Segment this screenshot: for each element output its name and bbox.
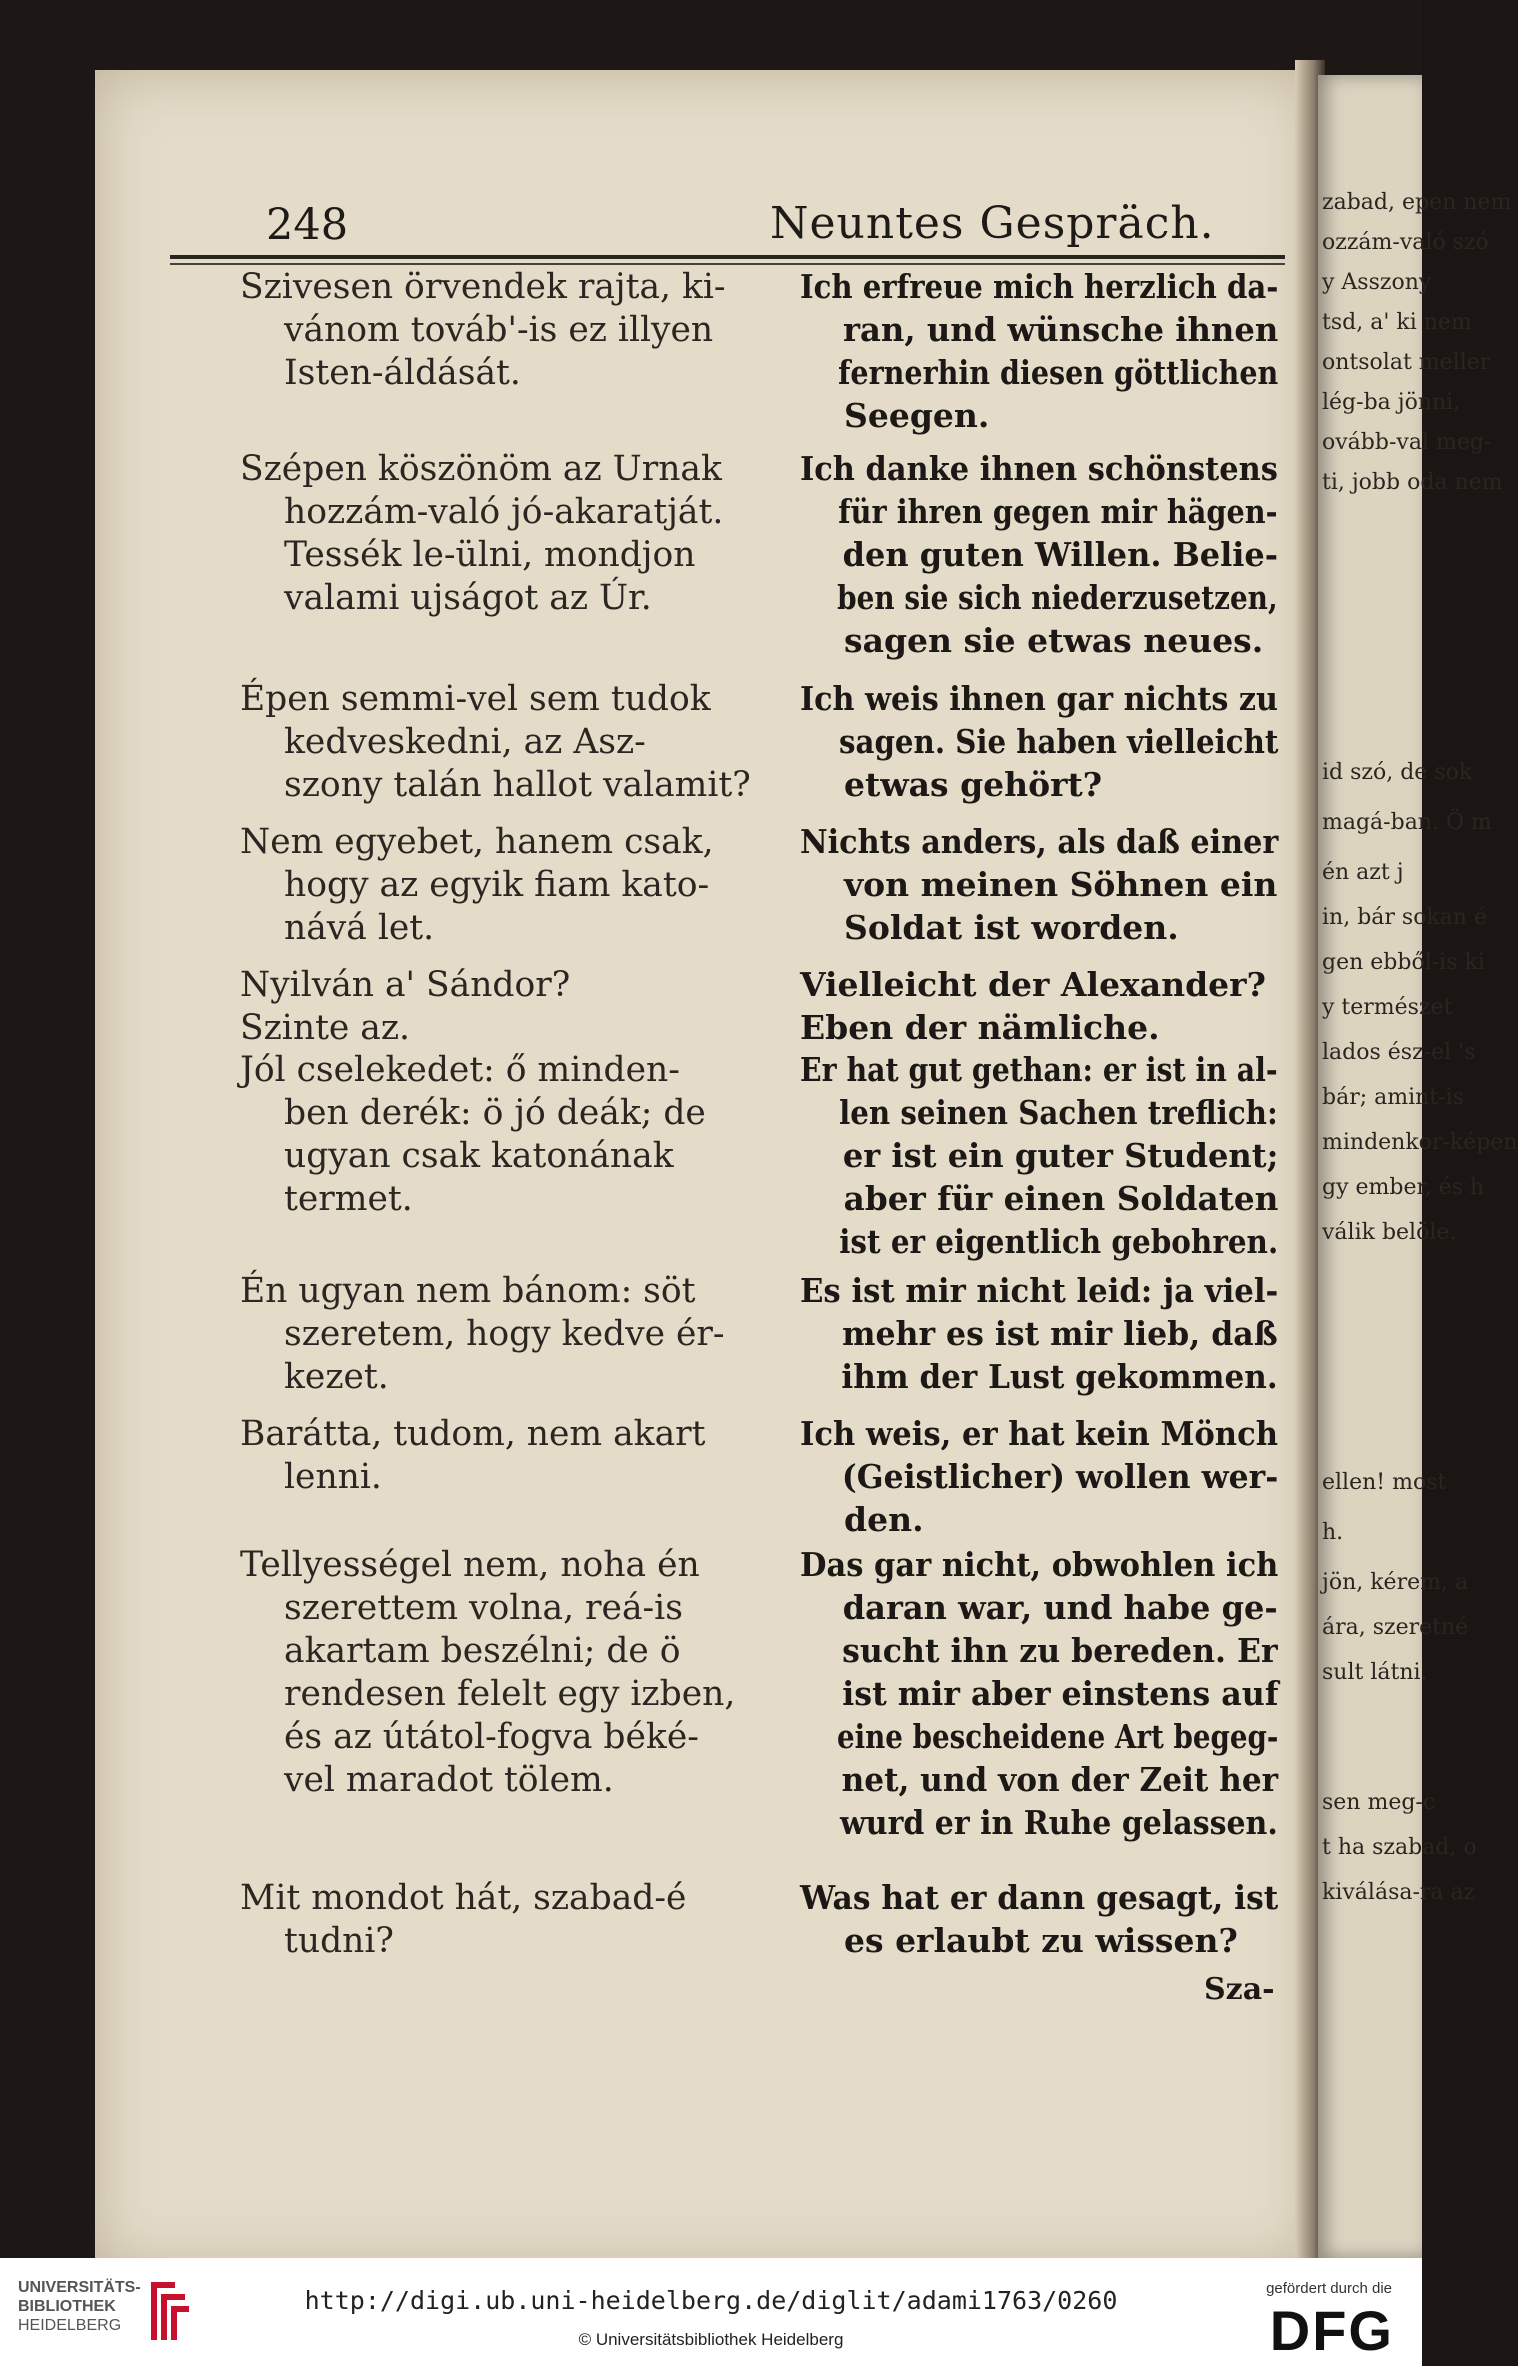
facing-page-edge [1318, 75, 1518, 2258]
german-text-line: len seinen Sachen treflich: [839, 1093, 1278, 1132]
running-head [170, 196, 1290, 256]
hungarian-text-line: Nem egyebet, hanem csak, [240, 822, 714, 862]
hungarian-text-line: kezet. [284, 1357, 389, 1397]
german-text-line: Ich erfreue mich herzlich da- [800, 267, 1279, 306]
hungarian-text-line: szeretem, hogy kedve ér- [284, 1314, 725, 1354]
hungarian-text-line: Én ugyan nem bánom: söt [240, 1271, 696, 1311]
hungarian-text-line: vel maradot tölem. [284, 1760, 614, 1800]
hungarian-text-line: Szivesen örvendek rajta, ki- [240, 267, 726, 307]
german-text-line: ist er eigentlich gebohren. [839, 1222, 1279, 1261]
facing-page-fragment: h. [1322, 1520, 1344, 1545]
german-text-line: Ich weis ihnen gar nichts zu [800, 679, 1279, 718]
library-name-line2: BIBLIOTHEK [18, 2298, 116, 2315]
dfg-logo: DFG [1269, 2299, 1394, 2362]
hungarian-text-line: és az útátol-fogva béké- [284, 1717, 699, 1757]
hungarian-text-line: Isten-áldását. [284, 353, 521, 393]
hungarian-text-line: valami ujságot az Úr. [284, 578, 652, 618]
hungarian-text-line: hogy az egyik fiam kato- [284, 865, 710, 905]
hungarian-text-line: hozzám-való jó-akaratját. [284, 492, 724, 532]
german-text-line: Ich weis, er hat kein Mönch [800, 1414, 1278, 1453]
german-text-line: den. [844, 1500, 924, 1539]
facing-page-fragment: mindenkor-képen [1322, 1130, 1518, 1155]
facing-page-fragment: válik belöle. [1322, 1220, 1457, 1245]
permalink[interactable]: http://digi.ub.uni-heidelberg.de/diglit/adami1763/0260 [304, 2286, 1118, 2315]
german-text-line: Das gar nicht, obwohlen ich [800, 1545, 1279, 1584]
facing-page-fragment: id szó, de sok [1322, 760, 1473, 785]
german-text-line: Es ist mir nicht leid: ja viel- [800, 1271, 1279, 1310]
facing-page-fragment: bár; amint-is [1322, 1085, 1464, 1110]
german-text-line: daran war, und habe ge- [842, 1588, 1278, 1627]
german-text-line: fernerhin diesen göttlichen [838, 353, 1279, 392]
header-rule [170, 255, 1285, 259]
hungarian-text-line: Jól cselekedet: ő minden- [240, 1050, 680, 1090]
german-text-line: Soldat ist worden. [844, 908, 1179, 947]
german-text-line: ben sie sich niederzusetzen, [837, 578, 1278, 617]
hungarian-text-line: Tessék le-ülni, mondjon [284, 535, 696, 575]
facing-page-fragment: zabad, epen nem [1322, 190, 1512, 215]
facing-page-fragment: kiválása-ra az [1322, 1880, 1476, 1905]
german-text-line: wurd er in Ruhe gelassen. [839, 1803, 1278, 1842]
hungarian-text-line: Szinte az. [240, 1008, 411, 1048]
hungarian-text-line: lenni. [284, 1457, 382, 1497]
german-text-line: eine bescheidene Art begeg- [836, 1717, 1279, 1756]
german-text-line: mehr es ist mir lieb, daß [842, 1314, 1278, 1353]
german-text-line: Was hat er dann gesagt, ist [800, 1878, 1279, 1917]
german-text-line: es erlaubt zu wissen? [844, 1921, 1238, 1960]
catchword: Sza- [1204, 1972, 1275, 2007]
facing-page-fragment: magá-ban. Ö m [1322, 810, 1492, 835]
hungarian-text-line: Nyilván a' Sándor? [240, 965, 571, 1005]
german-text-line: für ihren gegen mir hägen- [838, 492, 1278, 531]
german-text-line: Seegen. [844, 396, 990, 435]
hungarian-text-line: vánom továb'-is ez illyen [284, 310, 714, 350]
german-text-line: sagen. Sie haben vielleicht [839, 722, 1279, 761]
facing-page-fragment: én azt j [1322, 860, 1404, 885]
hungarian-text-line: ben derék: ö jó deák; de [284, 1093, 706, 1133]
facing-page-fragment: ontsolat meller [1322, 350, 1491, 375]
facing-page-fragment: ellen! most [1322, 1470, 1447, 1495]
german-text-line: (Geistlicher) wollen wer- [841, 1457, 1279, 1496]
facing-page-fragment: sen meg-c [1322, 1790, 1436, 1815]
hungarian-text-line: Mit mondot hát, szabad-é [240, 1878, 687, 1918]
funding-note: gefördert durch die [1266, 2280, 1392, 2297]
facing-page-fragment: y természet [1322, 995, 1453, 1020]
running-title: Neuntes Gespräch. [770, 198, 1215, 249]
library-name-line1: UNIVERSITÄTS- [18, 2279, 141, 2296]
german-text-line: Eben der nämliche. [800, 1008, 1160, 1047]
page-number: 248 [266, 200, 349, 250]
facing-page-fragment: gen ebből-is ki [1322, 950, 1485, 975]
german-text-line: Ich danke ihnen schönstens [800, 449, 1278, 488]
facing-page-fragment: ozzám-való szó [1322, 230, 1489, 255]
viewer-footer [0, 2258, 1422, 2366]
facing-page-fragment: lég-ba jönni, [1322, 390, 1461, 415]
hungarian-text-line: nává let. [284, 908, 435, 948]
hungarian-text-line: szerettem volna, reá-is [284, 1588, 683, 1628]
german-text-line: aber für einen Soldaten [843, 1179, 1279, 1218]
hungarian-text-line: tudni? [284, 1921, 394, 1961]
german-text-line: etwas gehört? [844, 765, 1103, 804]
hungarian-text-line: Tellyességel nem, noha én [240, 1545, 700, 1585]
facing-page-fragment: ovább-val meg- [1322, 430, 1492, 455]
german-text-line: sucht ihn zu bereden. Er [842, 1631, 1278, 1670]
german-text-line: net, und von der Zeit her [841, 1760, 1279, 1799]
german-text-line: Er hat gut gethan: er ist in al- [800, 1050, 1278, 1089]
library-name-line3: HEIDELBERG [18, 2317, 122, 2334]
facing-page-fragment: tsd, a' ki nem [1322, 310, 1472, 335]
facing-page-fragment: gy ember, és h [1322, 1175, 1485, 1200]
german-text-line: ist mir aber einstens auf [842, 1674, 1279, 1713]
hungarian-text-line: Szépen köszönöm az Urnak [240, 449, 722, 489]
german-text-line: ran, und wünsche ihnen [843, 310, 1279, 349]
facing-page-fragment: sult látni. [1322, 1660, 1428, 1685]
facing-page-fragment: y Asszony [1322, 270, 1432, 295]
facing-page-fragment: jön, kérem, a [1322, 1570, 1469, 1595]
german-text-line: er ist ein guter Student; [842, 1136, 1279, 1175]
german-text-line: von meinen Söhnen ein [844, 865, 1278, 904]
german-text-line: ihm der Lust gekommen. [841, 1357, 1278, 1396]
hungarian-text-line: kedveskedni, az Asz- [284, 722, 646, 762]
hungarian-text-line: Barátta, tudom, nem akart [240, 1414, 706, 1454]
german-text-line: sagen sie etwas neues. [844, 621, 1264, 660]
hungarian-text-line: rendesen felelt egy izben, [284, 1674, 736, 1714]
facing-page-fragment: lados ész-el 's [1322, 1040, 1476, 1065]
facing-page-fragment: ti, jobb oda nem [1322, 470, 1503, 495]
hungarian-text-line: termet. [284, 1179, 413, 1219]
facing-page-fragment: in, bár sokan é [1322, 905, 1488, 930]
hungarian-text-line: ugyan csak katonának [284, 1136, 674, 1176]
copyright-notice: © Universitätsbibliothek Heidelberg [578, 2330, 844, 2349]
hungarian-text-line: Épen semmi-vel sem tudok [240, 679, 711, 719]
german-text-line: Vielleicht der Alexander? [800, 965, 1266, 1004]
facing-page-fragment: t ha szabad, o [1322, 1835, 1477, 1860]
hungarian-text-line: szony talán hallot valamit? [284, 765, 751, 805]
facing-page-fragment: ára, szeretné [1322, 1615, 1469, 1640]
hungarian-text-line: akartam beszélni; de ö [284, 1631, 681, 1671]
german-text-line: den guten Willen. Belie- [842, 535, 1279, 574]
german-text-line: Nichts anders, als daß einer [800, 822, 1279, 861]
